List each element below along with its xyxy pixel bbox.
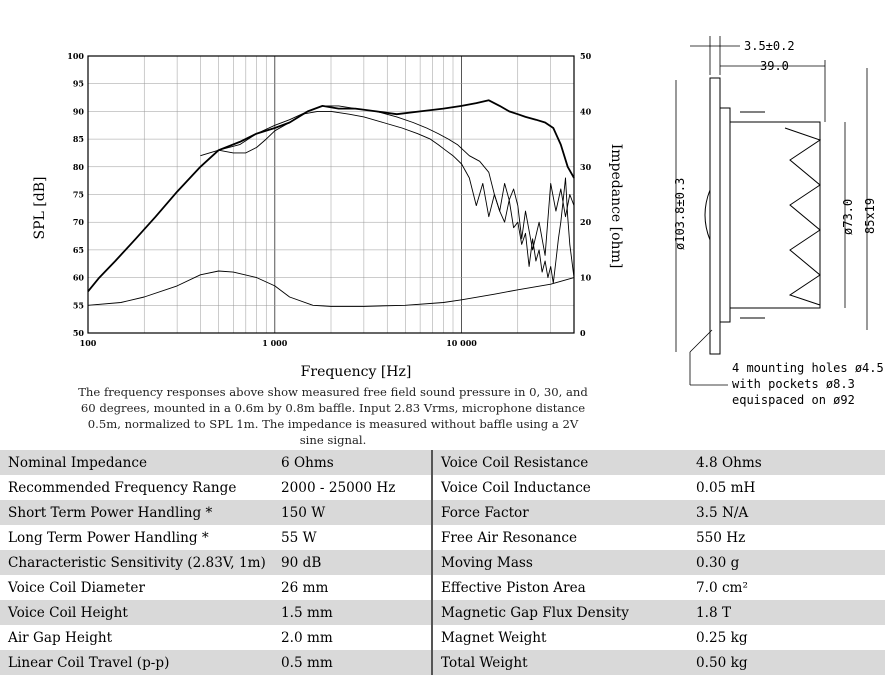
y-tick-label: 100 [67, 51, 84, 61]
spec-row [0, 550, 885, 575]
spec-row [0, 500, 885, 525]
body [720, 108, 730, 322]
spec-row [0, 600, 885, 625]
y2-tick-label: 40 [580, 106, 592, 117]
dim-flange-label: 3.5±0.2 [744, 39, 795, 53]
dim-depth-label: 39.0 [760, 59, 789, 73]
spec-label: Voice Coil Inductance [432, 475, 688, 500]
mounting-note-line2: with pockets ø8.3 [732, 377, 855, 391]
y-tick-label: 80 [72, 161, 84, 172]
spec-label: Characteristic Sensitivity (2.83V, 1m) [0, 550, 273, 575]
spec-value: 0.5 mm [273, 650, 432, 675]
y-tick-label: 50 [72, 328, 84, 338]
spec-label: Free Air Resonance [432, 525, 688, 550]
spec-row [0, 450, 885, 475]
spec-label: Force Factor [432, 500, 688, 525]
spec-label: Magnet Weight [432, 625, 688, 650]
y-tick-label: 85 [72, 134, 84, 145]
spec-value: 90 dB [273, 550, 432, 575]
y-tick-label: 95 [72, 78, 84, 89]
chart-caption: The frequency responses above show measured free field sound pressure in 0, 30, and 60 degrees, mounted in a 0.6m by 0.8m baffle. Input 2.83 Vrms, microphone distance 0.5m, normalized to SPL 1m. The impedance is measured without baffle using a 2V sine signal. [78, 385, 588, 447]
dimension-lines [676, 36, 867, 385]
spec-value: 7.0 cm² [688, 575, 885, 600]
spec-row [0, 475, 885, 500]
x-axis-label: Frequency [Hz] [300, 364, 412, 380]
y2-tick-label: 0 [580, 328, 586, 338]
x-tick-label: 1 000 [262, 338, 288, 348]
spec-label: Magnetic Gap Flux Density [432, 600, 688, 625]
y-tick-label: 55 [72, 300, 84, 311]
dim-outer-dia-label: ø103.8±0.3 [673, 177, 687, 250]
spec-label: Voice Coil Height [0, 600, 273, 625]
spec-value: 55 W [273, 525, 432, 550]
y-tick-label: 60 [72, 272, 84, 283]
spec-label: Nominal Impedance [0, 450, 273, 475]
dome-profile [705, 190, 710, 240]
spec-value: 550 Hz [688, 525, 885, 550]
y-axis-label: SPL [dB] [32, 176, 48, 240]
spec-value: 2000 - 25000 Hz [273, 475, 432, 500]
spec-row [0, 650, 885, 675]
y2-axis-label: Impedance [ohm] [608, 143, 624, 269]
y2-tick-label: 20 [580, 217, 592, 228]
spec-value: 0.50 kg [688, 650, 885, 675]
y-tick-label: 70 [72, 217, 84, 228]
spec-value: 1.5 mm [273, 600, 432, 625]
spec-label: Voice Coil Diameter [0, 575, 273, 600]
spec-label: Voice Coil Resistance [432, 450, 688, 475]
spec-value: 0.05 mH [688, 475, 885, 500]
spec-label: Moving Mass [432, 550, 688, 575]
spec-label: Effective Piston Area [432, 575, 688, 600]
fin-pattern [785, 128, 820, 305]
spec-row [0, 525, 885, 550]
driver-outline [705, 78, 820, 354]
y2-tick-label: 50 [580, 51, 592, 61]
x-tick-label: 100 [79, 338, 97, 348]
spec-label: Long Term Power Handling * [0, 525, 273, 550]
y-tick-label: 75 [72, 189, 84, 200]
y2-tick-label: 10 [580, 272, 592, 283]
y-tick-label: 90 [72, 106, 84, 117]
spec-table [0, 450, 885, 675]
magnet [730, 122, 820, 308]
spec-value: 2.0 mm [273, 625, 432, 650]
spec-value: 1.8 T [688, 600, 885, 625]
mounting-note-line3: equispaced on ø92 [732, 393, 855, 407]
spec-label: Air Gap Height [0, 625, 273, 650]
spec-label: Total Weight [432, 650, 688, 675]
x-tick-label: 10 000 [446, 338, 477, 348]
spec-value: 6 Ohms [273, 450, 432, 475]
spec-label: Linear Coil Travel (p-p) [0, 650, 273, 675]
spec-value: 150 W [273, 500, 432, 525]
flange [710, 78, 720, 354]
spec-value: 26 mm [273, 575, 432, 600]
spec-label: Recommended Frequency Range [0, 475, 273, 500]
spec-label: Short Term Power Handling * [0, 500, 273, 525]
dim-inner-dia-label: ø73.0 [841, 198, 855, 235]
y2-tick-label: 30 [580, 161, 592, 172]
spec-value: 3.5 N/A [688, 500, 885, 525]
spec-value: 0.25 kg [688, 625, 885, 650]
spec-row [0, 575, 885, 600]
spec-value: 0.30 g [688, 550, 885, 575]
spec-value: 4.8 Ohms [688, 450, 885, 475]
mounting-note-line1: 4 mounting holes ø4.5 [732, 361, 884, 375]
y-tick-label: 65 [72, 244, 84, 255]
spec-row [0, 625, 885, 650]
dim-square-label: 85x19 [863, 197, 877, 234]
